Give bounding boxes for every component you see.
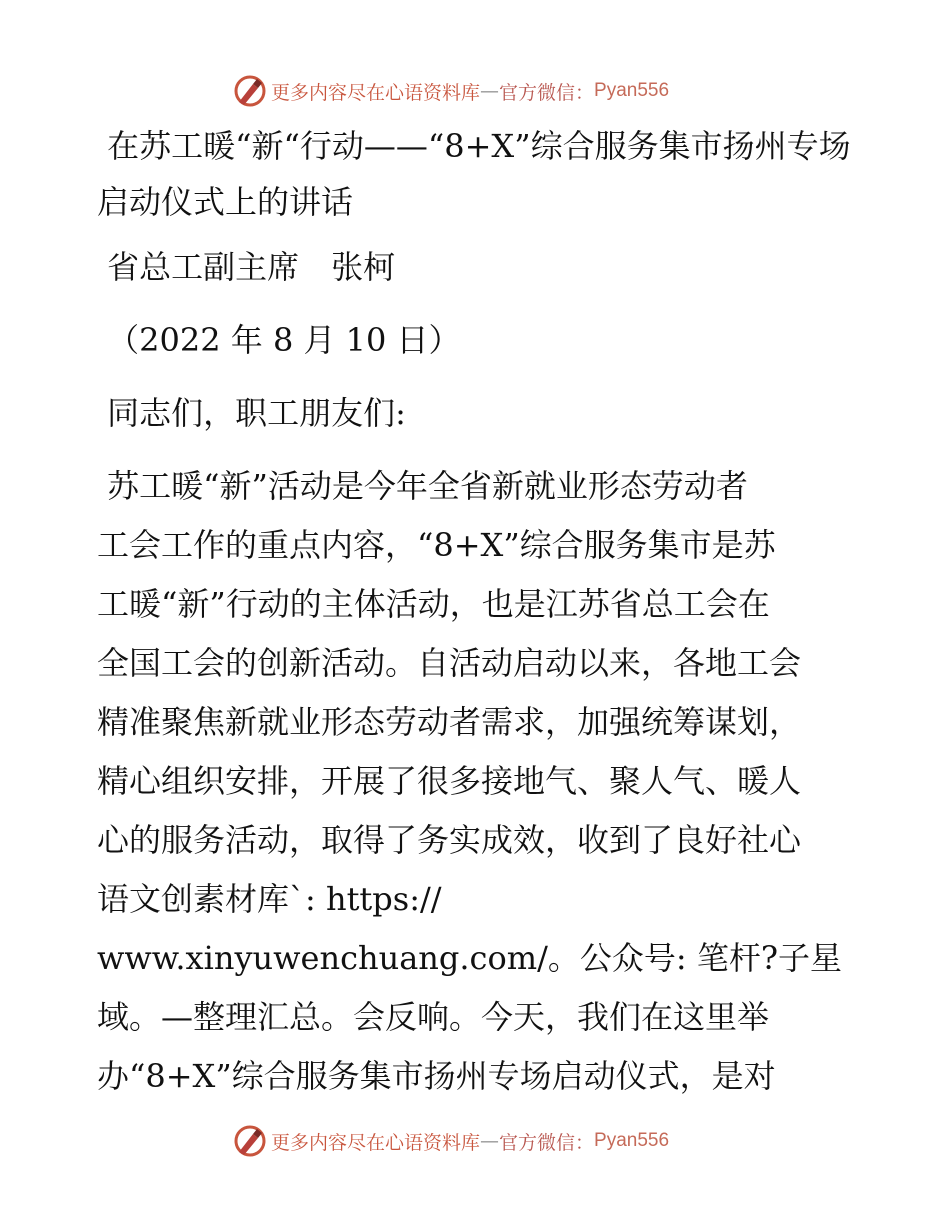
body-line: 工会工作的重点内容，“8+X”综合服务集市是苏 [97,526,776,564]
watermark-official-label: 官方微信： [499,1131,595,1154]
watermark-header [233,71,753,111]
watermark-account: Pyan556 [594,80,670,101]
body-line: www.xinyuwenchuang.com/。公众号: 笔杆?子星 [97,939,842,977]
document-title: 在苏工暖“新“行动——“8+X”综合服务集市扬州专场启动仪式上的讲话 [97,127,851,221]
body-line: 语文创素材库`: https:// [97,880,442,918]
speaker-line: 省总工副主席 张柯 [97,248,396,286]
watermark-footer [233,1121,753,1161]
watermark-text: 更多内容尽在心语资料库 [271,81,481,104]
body-line: 全国工会的创新活动。自活动启动以来，各地工会 [97,644,802,682]
watermark-separator: — [480,80,500,102]
body-paragraph [97,457,857,1106]
pen-logo-icon [233,1124,267,1158]
body-line: 办“8+X”综合服务集市扬州专场启动仪式，是对 [97,1057,776,1095]
pen-logo-icon [233,74,267,108]
date-line: （2022 年 8 月 10 日） [97,321,461,359]
body-line: 精准聚焦新就业形态劳动者需求，加强统筹谋划， [97,703,802,741]
body-line: 精心组织安排，开展了很多接地气、聚人气、暖人 [97,762,802,800]
body-line: 心的服务活动，取得了务实成效，收到了良好社心 [97,821,802,859]
watermark-separator: — [480,1130,500,1152]
watermark-account: Pyan556 [594,1130,670,1151]
watermark-text: 更多内容尽在心语资料库 [271,1131,481,1154]
watermark-official-label: 官方微信： [499,81,595,104]
salutation: 同志们，职工朋友们: [97,394,406,432]
body-line: 工暖“新”行动的主体活动，也是江苏省总工会在 [97,585,770,623]
body-line: 域。—整理汇总。会反响。今天，我们在这里举 [97,998,770,1036]
document-body [97,118,857,1106]
body-line: 苏工暖“新”活动是今年全省新就业形态劳动者 [97,467,748,505]
